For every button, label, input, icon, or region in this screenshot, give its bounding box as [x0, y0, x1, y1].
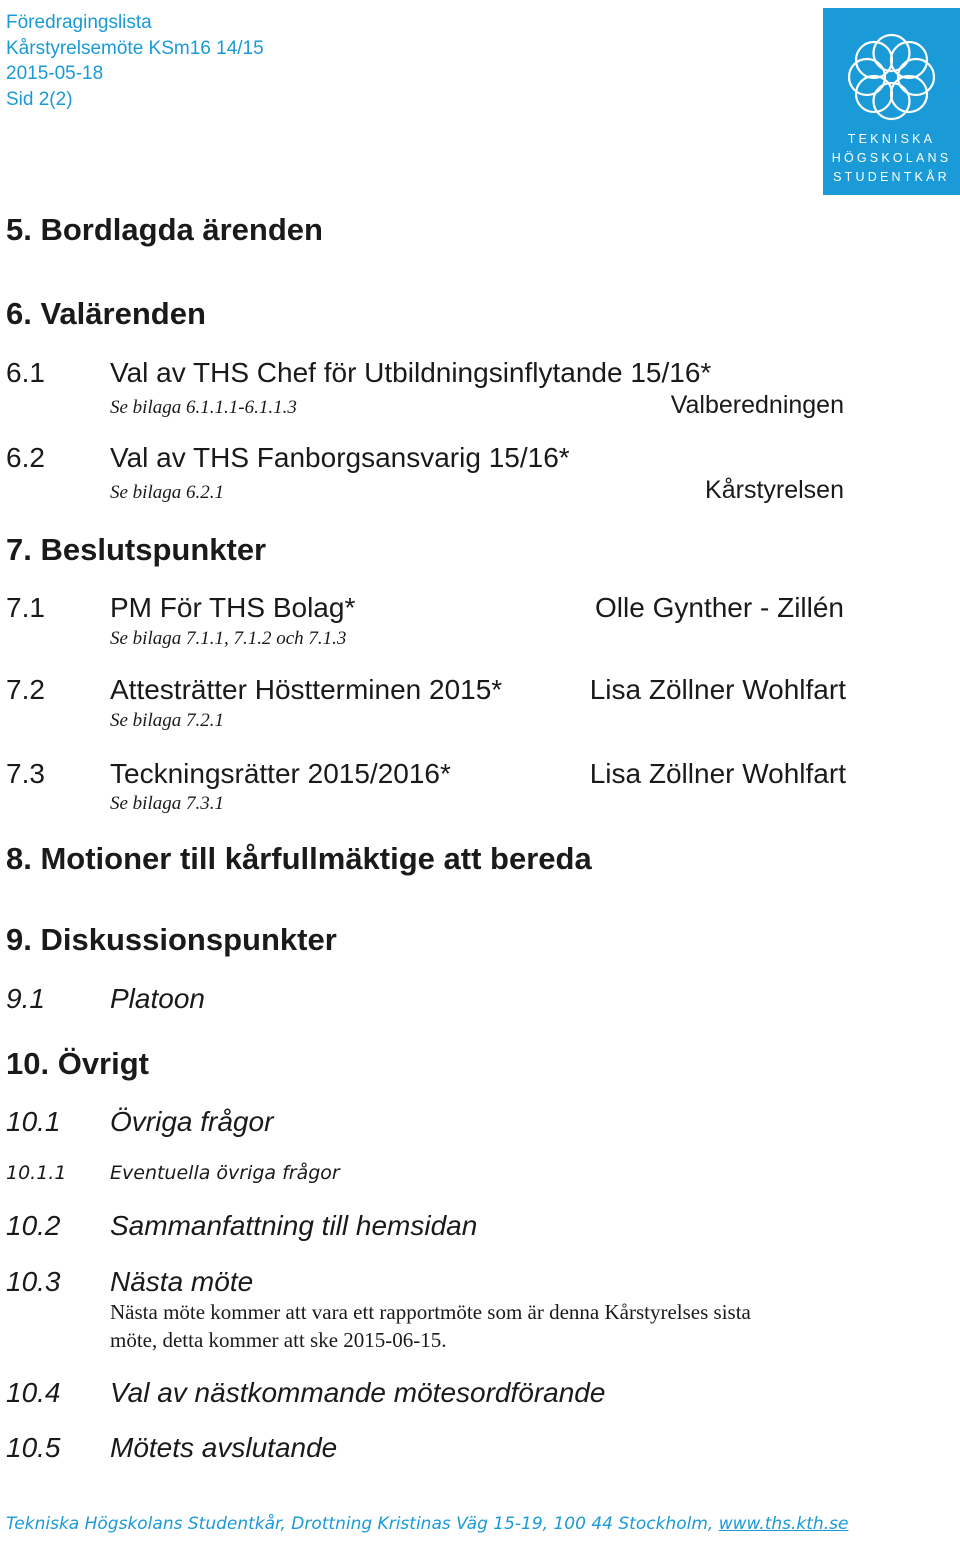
item-title: Övriga frågor	[110, 1106, 274, 1137]
section-heading-5: 5. Bordlagda ärenden	[6, 212, 323, 247]
item-attachment: Se bilaga 7.1.1, 7.1.2 och 7.1.3	[110, 628, 347, 649]
ths-logo	[823, 8, 960, 195]
section-heading-7: 7. Beslutspunkter	[6, 532, 267, 567]
item-title: Val av THS Chef för Utbildningsinflytande 15/16*	[110, 357, 712, 388]
footer-address	[6, 1514, 848, 1534]
item-number: 6.1	[6, 357, 45, 388]
item-responsible: Kårstyrelsen	[705, 476, 844, 504]
item-description-line-1: Nästa möte kommer att vara ett rapportmöte som är denna Kårstyrelses sista	[110, 1300, 751, 1324]
item-attachment: Se bilaga 6.2.1	[110, 482, 224, 503]
website-link[interactable]: www.ths.kth.se	[718, 1514, 849, 1534]
item-number: 10.3	[6, 1266, 61, 1297]
item-title: Sammanfattning till hemsidan	[110, 1210, 478, 1241]
document-type: Föredragingslista	[6, 12, 152, 33]
item-number: 6.2	[6, 442, 45, 473]
section-heading-9: 9. Diskussionspunkter	[6, 922, 337, 957]
item-title: Val av THS Fanborgsansvarig 15/16*	[110, 442, 570, 473]
logo-text-line-2: HÖGSKOLANS	[831, 151, 952, 165]
item-number: 10.4	[6, 1377, 61, 1408]
item-title: Eventuella övriga frågor	[110, 1162, 340, 1184]
meeting-date: 2015-05-18	[6, 63, 104, 84]
meeting-name: Kårstyrelsemöte KSm16 14/15	[6, 37, 264, 59]
item-number: 7.1	[6, 592, 45, 623]
item-number: 10.5	[6, 1432, 61, 1463]
footer-text: Tekniska Högskolans Studentkår, Drottning Kristinas Väg 15-19, 100 44 Stockholm,	[6, 1514, 719, 1534]
section-heading-6: 6. Valärenden	[6, 296, 206, 331]
logo-text-line-3: STUDENTKÅR	[833, 170, 950, 184]
document-header	[6, 10, 264, 112]
item-title: Mötets avslutande	[110, 1432, 338, 1463]
item-attachment: Se bilaga 7.2.1	[110, 710, 224, 731]
item-number: 10.1.1	[6, 1162, 67, 1184]
item-title: Attesträtter Höstterminen 2015*	[110, 674, 503, 705]
section-heading-10: 10. Övrigt	[6, 1046, 149, 1081]
item-responsible: Olle Gynther - Zillén	[595, 592, 844, 623]
item-number: 9.1	[6, 983, 45, 1014]
item-title: Val av nästkommande mötesordförande	[110, 1377, 606, 1408]
item-title: PM För THS Bolag*	[110, 592, 356, 623]
item-responsible: Lisa Zöllner Wohlfart	[589, 758, 846, 789]
item-title: Nästa möte	[110, 1266, 254, 1297]
page-number: Sid 2(2)	[6, 88, 73, 110]
item-title: Platoon	[110, 983, 205, 1014]
item-number: 7.2	[6, 674, 45, 705]
item-number: 7.3	[6, 758, 45, 789]
item-number: 10.2	[6, 1210, 61, 1241]
item-number: 10.1	[6, 1106, 61, 1137]
item-attachment: Se bilaga 7.3.1	[110, 793, 224, 814]
item-description-line-2: möte, detta kommer att ske 2015-06-15.	[110, 1328, 447, 1352]
item-responsible: Valberedningen	[670, 391, 844, 419]
section-heading-8: 8. Motioner till kårfullmäktige att bereda	[6, 841, 592, 876]
item-title: Teckningsrätter 2015/2016*	[110, 758, 451, 789]
logo-text-line-1: TEKNISKA	[847, 132, 936, 146]
item-responsible: Lisa Zöllner Wohlfart	[589, 674, 846, 705]
item-attachment: Se bilaga 6.1.1.1-6.1.1.3	[110, 397, 297, 418]
